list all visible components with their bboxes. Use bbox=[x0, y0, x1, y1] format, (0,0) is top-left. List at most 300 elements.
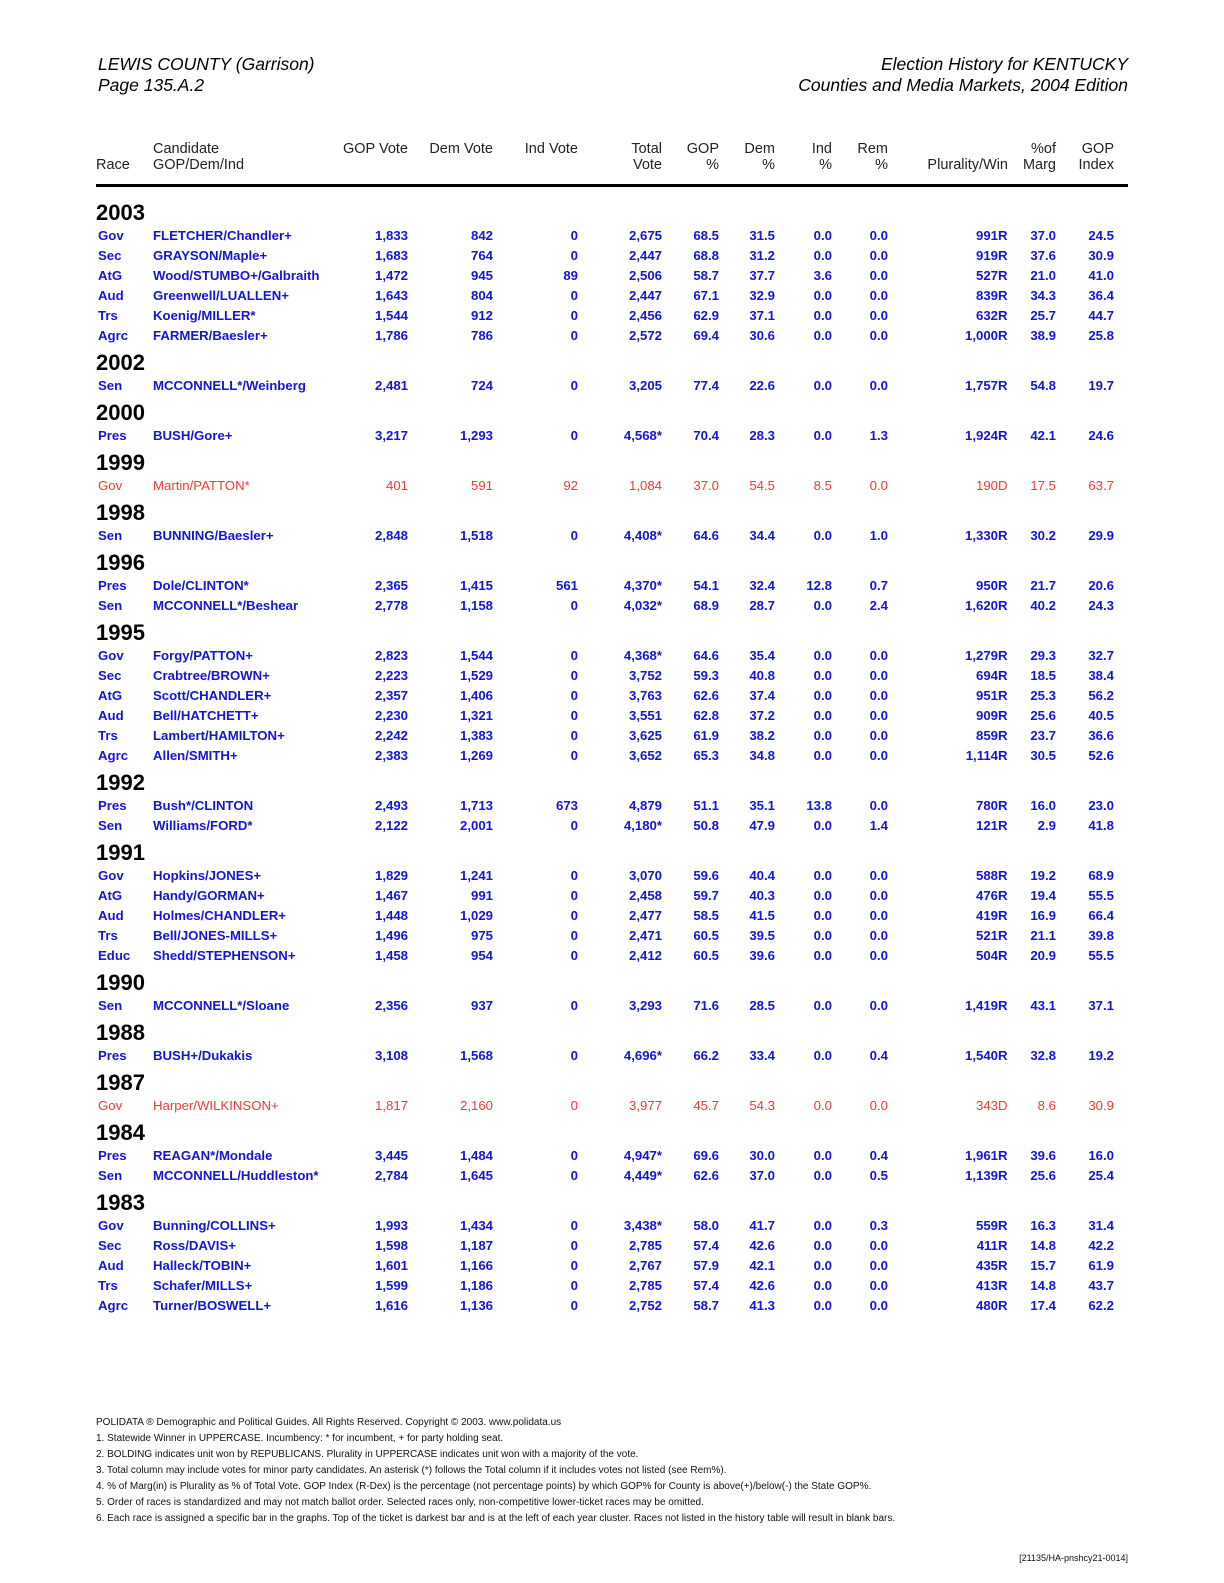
dem-vote-cell: 591 bbox=[470, 478, 493, 493]
col-gop-vote: GOP Vote bbox=[342, 141, 408, 157]
race-cell: Agrc bbox=[98, 328, 129, 343]
winner-party-cell: R bbox=[998, 1258, 1008, 1273]
col-ind-pct: Ind bbox=[811, 141, 832, 157]
candidates-cell: Scott/CHANDLER+ bbox=[153, 688, 272, 703]
total-vote-cell: 2,752 bbox=[628, 1298, 662, 1313]
dem-pct-cell: 37.2 bbox=[749, 708, 775, 723]
gop-pct-cell: 37.0 bbox=[693, 478, 719, 493]
total-vote-cell: 4,947* bbox=[623, 1148, 662, 1163]
ind-vote-cell: 0 bbox=[570, 908, 578, 923]
race-cell: Educ bbox=[98, 948, 131, 963]
copyright-line: POLIDATA ® Demographic and Political Guides. All Rights Reserved. Copyright © 2003. www.polidata.us bbox=[96, 1417, 562, 1428]
ind-pct-cell: 0.0 bbox=[813, 668, 832, 683]
ind-pct-cell: 0.0 bbox=[813, 868, 832, 883]
winner-party-cell: R bbox=[998, 1278, 1008, 1293]
ind-vote-cell: 0 bbox=[570, 428, 578, 443]
margin-pct-cell: 54.8 bbox=[1030, 378, 1056, 393]
ind-pct-cell: 0.0 bbox=[813, 688, 832, 703]
table-row bbox=[96, 576, 1128, 596]
candidates-cell: Turner/BOSWELL+ bbox=[153, 1298, 272, 1313]
race-cell: Pres bbox=[98, 1048, 127, 1063]
table-row bbox=[96, 1216, 1128, 1236]
ind-pct-cell: 3.6 bbox=[813, 268, 832, 283]
ind-pct-cell: 8.5 bbox=[813, 478, 832, 493]
candidates-cell: Bell/JONES-MILLS+ bbox=[153, 928, 278, 943]
margin-pct-cell: 29.3 bbox=[1030, 648, 1056, 663]
table-row bbox=[96, 1236, 1128, 1256]
gop-index-cell: 25.4 bbox=[1088, 1168, 1114, 1183]
rem-pct-cell: 0.0 bbox=[869, 998, 888, 1013]
margin-pct-cell: 17.5 bbox=[1030, 478, 1056, 493]
rem-pct-cell: 0.0 bbox=[869, 228, 888, 243]
plurality-cell: 1,139 bbox=[964, 1168, 998, 1183]
col-ind-vote: Ind Vote bbox=[524, 141, 578, 157]
gop-vote-cell: 1,467 bbox=[374, 888, 408, 903]
dem-vote-cell: 1,241 bbox=[459, 868, 493, 883]
ind-pct-cell: 0.0 bbox=[813, 648, 832, 663]
table-row bbox=[96, 1296, 1128, 1316]
dem-vote-cell: 1,136 bbox=[459, 1298, 493, 1313]
ind-vote-cell: 0 bbox=[570, 598, 578, 613]
gop-vote-cell: 3,108 bbox=[374, 1048, 408, 1063]
table-row bbox=[96, 706, 1128, 726]
gop-pct-cell: 57.4 bbox=[693, 1278, 719, 1293]
table-row bbox=[96, 666, 1128, 686]
gop-pct-cell: 50.8 bbox=[693, 818, 719, 833]
plurality-cell: 527 bbox=[975, 268, 998, 283]
candidates-cell: Handy/GORMAN+ bbox=[153, 888, 265, 903]
plurality-cell: 190 bbox=[975, 478, 998, 493]
gop-vote-cell: 1,458 bbox=[374, 948, 408, 963]
total-vote-cell: 3,977 bbox=[628, 1098, 662, 1113]
margin-pct-cell: 19.4 bbox=[1030, 888, 1056, 903]
dem-pct-cell: 34.8 bbox=[749, 748, 775, 763]
dem-pct-cell: 31.5 bbox=[749, 228, 775, 243]
ind-pct-cell: 0.0 bbox=[813, 708, 832, 723]
year-heading: 1999 bbox=[96, 450, 145, 475]
margin-pct-cell: 2.9 bbox=[1037, 818, 1056, 833]
gop-index-cell: 55.5 bbox=[1088, 948, 1114, 963]
dem-pct-cell: 30.0 bbox=[749, 1148, 775, 1163]
candidates-cell: Crabtree/BROWN+ bbox=[153, 668, 270, 683]
dem-pct-cell: 37.7 bbox=[749, 268, 775, 283]
rem-pct-cell: 0.0 bbox=[869, 248, 888, 263]
table-row bbox=[96, 1146, 1128, 1166]
gop-index-cell: 29.9 bbox=[1088, 528, 1114, 543]
plurality-cell: 919 bbox=[975, 248, 998, 263]
winner-party-cell: R bbox=[998, 288, 1008, 303]
race-cell: Aud bbox=[98, 1258, 124, 1273]
ind-pct-cell: 0.0 bbox=[813, 1258, 832, 1273]
gop-pct-cell: 54.1 bbox=[693, 578, 719, 593]
year-heading: 1988 bbox=[96, 1020, 145, 1045]
total-vote-cell: 2,456 bbox=[628, 308, 662, 323]
ind-pct-cell: 0.0 bbox=[813, 248, 832, 263]
gop-index-cell: 63.7 bbox=[1088, 478, 1114, 493]
race-cell: Aud bbox=[98, 908, 124, 923]
gop-vote-cell: 2,383 bbox=[374, 748, 408, 763]
year-heading: 2003 bbox=[96, 200, 145, 225]
ind-pct-cell: 0.0 bbox=[813, 288, 832, 303]
col-gop-pct-sub: % bbox=[706, 157, 719, 173]
margin-pct-cell: 8.6 bbox=[1037, 1098, 1056, 1113]
rem-pct-cell: 0.0 bbox=[869, 748, 888, 763]
margin-pct-cell: 16.9 bbox=[1030, 908, 1056, 923]
gop-index-cell: 36.6 bbox=[1088, 728, 1114, 743]
gop-pct-cell: 62.6 bbox=[693, 1168, 719, 1183]
gop-pct-cell: 62.9 bbox=[693, 308, 719, 323]
candidates-cell: MCCONNELL/Huddleston* bbox=[153, 1168, 319, 1183]
rem-pct-cell: 2.4 bbox=[869, 598, 888, 613]
candidates-cell: BUSH/Gore+ bbox=[153, 428, 233, 443]
gop-pct-cell: 51.1 bbox=[693, 798, 719, 813]
rem-pct-cell: 0.0 bbox=[869, 268, 888, 283]
winner-party-cell: R bbox=[998, 748, 1008, 763]
footnote: 2. BOLDING indicates unit won by REPUBLICANS. Plurality in UPPERCASE indicates unit won with a majority of the vote. bbox=[96, 1449, 639, 1460]
candidates-cell: Greenwell/LUALLEN+ bbox=[153, 288, 289, 303]
race-cell: Pres bbox=[98, 578, 127, 593]
dem-vote-cell: 1,568 bbox=[459, 1048, 493, 1063]
col-plurality: Plurality/Win bbox=[927, 157, 1008, 173]
gop-vote-cell: 1,829 bbox=[374, 868, 408, 883]
dem-vote-cell: 1,544 bbox=[459, 648, 493, 663]
footnote: 4. % of Marg(in) is Plurality as % of Total Vote. GOP Index (R-Dex) is the percentage (not percentage points) by which GOP% for County is above(+)/below(-) the State GOP%. bbox=[96, 1481, 872, 1492]
race-cell: Trs bbox=[98, 308, 118, 323]
ind-pct-cell: 0.0 bbox=[813, 998, 832, 1013]
dem-pct-cell: 38.2 bbox=[749, 728, 775, 743]
ind-pct-cell: 0.0 bbox=[813, 528, 832, 543]
dem-vote-cell: 1,187 bbox=[459, 1238, 493, 1253]
plurality-cell: 859 bbox=[975, 728, 998, 743]
margin-pct-cell: 39.6 bbox=[1030, 1148, 1056, 1163]
total-vote-cell: 4,696* bbox=[623, 1048, 662, 1063]
winner-party-cell: R bbox=[998, 378, 1008, 393]
rem-pct-cell: 0.0 bbox=[869, 308, 888, 323]
total-vote-cell: 2,767 bbox=[628, 1258, 662, 1273]
ind-vote-cell: 0 bbox=[570, 328, 578, 343]
race-cell: AtG bbox=[98, 888, 123, 903]
table-row bbox=[96, 326, 1128, 346]
margin-pct-cell: 21.7 bbox=[1030, 578, 1056, 593]
margin-pct-cell: 21.0 bbox=[1030, 268, 1056, 283]
plurality-cell: 1,620 bbox=[964, 598, 998, 613]
header-rule bbox=[96, 184, 1128, 187]
rem-pct-cell: 0.4 bbox=[869, 1048, 888, 1063]
gop-index-cell: 66.4 bbox=[1088, 908, 1114, 923]
table-row bbox=[96, 596, 1128, 616]
total-vote-cell: 2,675 bbox=[628, 228, 662, 243]
winner-party-cell: R bbox=[998, 268, 1008, 283]
gop-vote-cell: 2,365 bbox=[374, 578, 408, 593]
gop-vote-cell: 1,683 bbox=[374, 248, 408, 263]
winner-party-cell: R bbox=[998, 308, 1008, 323]
winner-party-cell: R bbox=[998, 928, 1008, 943]
table-row bbox=[96, 266, 1128, 286]
ind-vote-cell: 0 bbox=[570, 308, 578, 323]
race-cell: Sen bbox=[98, 528, 123, 543]
dem-vote-cell: 975 bbox=[470, 928, 493, 943]
col-dem-pct-sub: % bbox=[762, 157, 775, 173]
rem-pct-cell: 0.0 bbox=[869, 688, 888, 703]
col-ind-pct-sub: % bbox=[819, 157, 832, 173]
col-gop-pct: GOP bbox=[686, 141, 719, 157]
gop-index-cell: 56.2 bbox=[1088, 688, 1114, 703]
plurality-cell: 1,757 bbox=[964, 378, 998, 393]
plurality-cell: 1,540 bbox=[964, 1048, 998, 1063]
dem-pct-cell: 33.4 bbox=[749, 1048, 775, 1063]
ind-pct-cell: 0.0 bbox=[813, 308, 832, 323]
page-number: Page 135.A.2 bbox=[98, 75, 205, 95]
dem-pct-cell: 42.6 bbox=[749, 1278, 775, 1293]
race-cell: Gov bbox=[98, 478, 123, 493]
ind-vote-cell: 92 bbox=[563, 478, 578, 493]
gop-index-cell: 31.4 bbox=[1088, 1218, 1114, 1233]
table-row bbox=[96, 1096, 1128, 1116]
ind-vote-cell: 0 bbox=[570, 888, 578, 903]
table-row bbox=[96, 646, 1128, 666]
rem-pct-cell: 0.0 bbox=[869, 478, 888, 493]
ind-pct-cell: 0.0 bbox=[813, 1238, 832, 1253]
year-heading: 1998 bbox=[96, 500, 145, 525]
plurality-cell: 419 bbox=[975, 908, 998, 923]
gop-index-cell: 19.2 bbox=[1088, 1048, 1114, 1063]
winner-party-cell: R bbox=[998, 1148, 1008, 1163]
margin-pct-cell: 14.8 bbox=[1030, 1238, 1056, 1253]
table-row bbox=[96, 426, 1128, 446]
table-row bbox=[96, 306, 1128, 326]
race-cell: Sec bbox=[98, 1238, 122, 1253]
gop-vote-cell: 2,784 bbox=[374, 1168, 408, 1183]
plurality-cell: 521 bbox=[975, 928, 998, 943]
gop-pct-cell: 69.4 bbox=[693, 328, 719, 343]
gop-index-cell: 20.6 bbox=[1088, 578, 1114, 593]
race-cell: Sec bbox=[98, 248, 122, 263]
page-header-left bbox=[98, 54, 315, 96]
gop-pct-cell: 59.6 bbox=[693, 868, 719, 883]
gop-vote-cell: 1,817 bbox=[374, 1098, 408, 1113]
table-row bbox=[96, 796, 1128, 816]
dem-vote-cell: 1,158 bbox=[459, 598, 493, 613]
margin-pct-cell: 25.6 bbox=[1030, 708, 1056, 723]
winner-party-cell: R bbox=[998, 578, 1008, 593]
margin-pct-cell: 16.0 bbox=[1030, 798, 1056, 813]
gop-index-cell: 36.4 bbox=[1088, 288, 1114, 303]
candidates-cell: Halleck/TOBIN+ bbox=[153, 1258, 252, 1273]
gop-pct-cell: 67.1 bbox=[693, 288, 719, 303]
gop-pct-cell: 58.7 bbox=[693, 1298, 719, 1313]
gop-vote-cell: 2,778 bbox=[374, 598, 408, 613]
gop-index-cell: 24.5 bbox=[1088, 228, 1114, 243]
table-row bbox=[96, 286, 1128, 306]
winner-party-cell: R bbox=[998, 798, 1008, 813]
gop-pct-cell: 77.4 bbox=[693, 378, 719, 393]
race-cell: Sen bbox=[98, 818, 123, 833]
year-heading: 1995 bbox=[96, 620, 145, 645]
gop-vote-cell: 1,448 bbox=[374, 908, 408, 923]
gop-index-cell: 44.7 bbox=[1088, 308, 1114, 323]
dem-vote-cell: 786 bbox=[470, 328, 493, 343]
ind-vote-cell: 673 bbox=[555, 798, 578, 813]
plurality-cell: 504 bbox=[975, 948, 998, 963]
race-cell: Trs bbox=[98, 1278, 118, 1293]
gop-pct-cell: 58.5 bbox=[693, 908, 719, 923]
gop-vote-cell: 1,496 bbox=[374, 928, 408, 943]
winner-party-cell: R bbox=[998, 1298, 1008, 1313]
rem-pct-cell: 0.0 bbox=[869, 648, 888, 663]
table-row bbox=[96, 246, 1128, 266]
dem-vote-cell: 945 bbox=[470, 268, 493, 283]
candidates-cell: Lambert/HAMILTON+ bbox=[153, 728, 285, 743]
race-cell: Sen bbox=[98, 378, 123, 393]
election-history-table bbox=[96, 196, 1128, 1316]
dem-vote-cell: 991 bbox=[470, 888, 493, 903]
ind-vote-cell: 0 bbox=[570, 648, 578, 663]
ind-pct-cell: 0.0 bbox=[813, 378, 832, 393]
table-row bbox=[96, 866, 1128, 886]
margin-pct-cell: 23.7 bbox=[1030, 728, 1056, 743]
dem-pct-cell: 54.3 bbox=[749, 1098, 775, 1113]
total-vote-cell: 4,408* bbox=[623, 528, 662, 543]
dem-vote-cell: 1,029 bbox=[459, 908, 493, 923]
plurality-cell: 1,330 bbox=[964, 528, 998, 543]
gop-vote-cell: 1,598 bbox=[374, 1238, 408, 1253]
race-cell: AtG bbox=[98, 688, 123, 703]
gop-vote-cell: 1,993 bbox=[374, 1218, 408, 1233]
gop-pct-cell: 60.5 bbox=[693, 948, 719, 963]
dem-vote-cell: 1,518 bbox=[459, 528, 493, 543]
gop-index-cell: 16.0 bbox=[1088, 1148, 1114, 1163]
ind-pct-cell: 0.0 bbox=[813, 428, 832, 443]
total-vote-cell: 3,763 bbox=[628, 688, 662, 703]
plurality-cell: 588 bbox=[975, 868, 998, 883]
gop-pct-cell: 64.6 bbox=[693, 528, 719, 543]
rem-pct-cell: 0.0 bbox=[869, 328, 888, 343]
dem-pct-cell: 40.8 bbox=[749, 668, 775, 683]
plurality-cell: 1,961 bbox=[964, 1148, 998, 1163]
plurality-cell: 839 bbox=[975, 288, 998, 303]
rem-pct-cell: 0.3 bbox=[869, 1218, 888, 1233]
gop-pct-cell: 68.9 bbox=[693, 598, 719, 613]
dem-vote-cell: 1,415 bbox=[459, 578, 493, 593]
gop-pct-cell: 65.3 bbox=[693, 748, 719, 763]
dem-pct-cell: 39.5 bbox=[749, 928, 775, 943]
gop-vote-cell: 1,601 bbox=[374, 1258, 408, 1273]
total-vote-cell: 2,447 bbox=[628, 248, 662, 263]
race-cell: Aud bbox=[98, 288, 124, 303]
dem-pct-cell: 41.5 bbox=[749, 908, 775, 923]
gop-vote-cell: 2,493 bbox=[374, 798, 408, 813]
race-cell: Gov bbox=[98, 1218, 124, 1233]
total-vote-cell: 2,412 bbox=[628, 948, 662, 963]
total-vote-cell: 3,438* bbox=[623, 1218, 662, 1233]
gop-vote-cell: 2,823 bbox=[374, 648, 408, 663]
candidates-cell: REAGAN*/Mondale bbox=[153, 1148, 273, 1163]
ind-pct-cell: 13.8 bbox=[806, 798, 832, 813]
dem-pct-cell: 41.7 bbox=[749, 1218, 775, 1233]
table-row bbox=[96, 946, 1128, 966]
candidates-cell: Bush*/CLINTON bbox=[153, 798, 254, 813]
race-cell: Agrc bbox=[98, 1298, 129, 1313]
year-heading: 2000 bbox=[96, 400, 145, 425]
gop-pct-cell: 68.8 bbox=[693, 248, 719, 263]
gop-vote-cell: 2,242 bbox=[374, 728, 408, 743]
ind-vote-cell: 0 bbox=[570, 248, 578, 263]
ind-pct-cell: 0.0 bbox=[813, 888, 832, 903]
total-vote-cell: 3,752 bbox=[628, 668, 662, 683]
gop-index-cell: 39.8 bbox=[1088, 928, 1114, 943]
candidates-cell: Bell/HATCHETT+ bbox=[153, 708, 259, 723]
winner-party-cell: R bbox=[998, 1218, 1008, 1233]
ind-pct-cell: 0.0 bbox=[813, 228, 832, 243]
ind-vote-cell: 0 bbox=[570, 228, 578, 243]
plurality-cell: 413 bbox=[975, 1278, 998, 1293]
dem-pct-cell: 32.4 bbox=[749, 578, 775, 593]
rem-pct-cell: 0.0 bbox=[869, 908, 888, 923]
candidates-cell: Wood/STUMBO+/Galbraith bbox=[153, 268, 320, 283]
rem-pct-cell: 0.0 bbox=[869, 668, 888, 683]
table-row bbox=[96, 226, 1128, 246]
candidates-cell: Holmes/CHANDLER+ bbox=[153, 908, 286, 923]
report-subtitle: Counties and Media Markets, 2004 Edition bbox=[798, 75, 1128, 95]
page-header-right bbox=[798, 54, 1128, 96]
gop-index-cell: 24.6 bbox=[1088, 428, 1114, 443]
margin-pct-cell: 21.1 bbox=[1030, 928, 1056, 943]
gop-index-cell: 23.0 bbox=[1088, 798, 1114, 813]
gop-pct-cell: 58.7 bbox=[693, 268, 719, 283]
margin-pct-cell: 25.7 bbox=[1030, 308, 1056, 323]
race-cell: Gov bbox=[98, 228, 124, 243]
margin-pct-cell: 37.0 bbox=[1030, 228, 1056, 243]
winner-party-cell: R bbox=[998, 708, 1008, 723]
rem-pct-cell: 0.0 bbox=[869, 1258, 888, 1273]
ind-vote-cell: 0 bbox=[570, 728, 578, 743]
ind-pct-cell: 12.8 bbox=[806, 578, 832, 593]
gop-pct-cell: 57.4 bbox=[693, 1238, 719, 1253]
col-gop-index: GOP bbox=[1081, 141, 1114, 157]
dem-vote-cell: 1,321 bbox=[459, 708, 493, 723]
margin-pct-cell: 38.9 bbox=[1030, 328, 1056, 343]
col-gop-index-sub: Index bbox=[1078, 157, 1114, 173]
total-vote-cell: 4,032* bbox=[623, 598, 662, 613]
gop-vote-cell: 2,122 bbox=[374, 818, 408, 833]
ind-vote-cell: 0 bbox=[570, 288, 578, 303]
gop-pct-cell: 60.5 bbox=[693, 928, 719, 943]
ind-vote-cell: 0 bbox=[570, 998, 578, 1013]
plurality-cell: 632 bbox=[975, 308, 998, 323]
plurality-cell: 951 bbox=[975, 688, 998, 703]
table-row bbox=[96, 376, 1128, 396]
margin-pct-cell: 42.1 bbox=[1030, 428, 1056, 443]
gop-index-cell: 42.2 bbox=[1088, 1238, 1114, 1253]
race-cell: Sec bbox=[98, 668, 122, 683]
gop-vote-cell: 3,445 bbox=[374, 1148, 408, 1163]
gop-index-cell: 19.7 bbox=[1088, 378, 1114, 393]
report-title: Election History for KENTUCKY bbox=[880, 54, 1128, 74]
table-row bbox=[96, 1256, 1128, 1276]
gop-index-cell: 62.2 bbox=[1088, 1298, 1114, 1313]
rem-pct-cell: 0.0 bbox=[869, 888, 888, 903]
margin-pct-cell: 34.3 bbox=[1030, 288, 1056, 303]
table-row bbox=[96, 1046, 1128, 1066]
race-cell: Gov bbox=[98, 648, 124, 663]
total-vote-cell: 1,084 bbox=[628, 478, 662, 493]
gop-vote-cell: 2,230 bbox=[374, 708, 408, 723]
dem-vote-cell: 764 bbox=[470, 248, 493, 263]
winner-party-cell: D bbox=[998, 478, 1008, 493]
dem-vote-cell: 1,713 bbox=[459, 798, 493, 813]
winner-party-cell: R bbox=[998, 528, 1008, 543]
dem-pct-cell: 47.9 bbox=[749, 818, 775, 833]
